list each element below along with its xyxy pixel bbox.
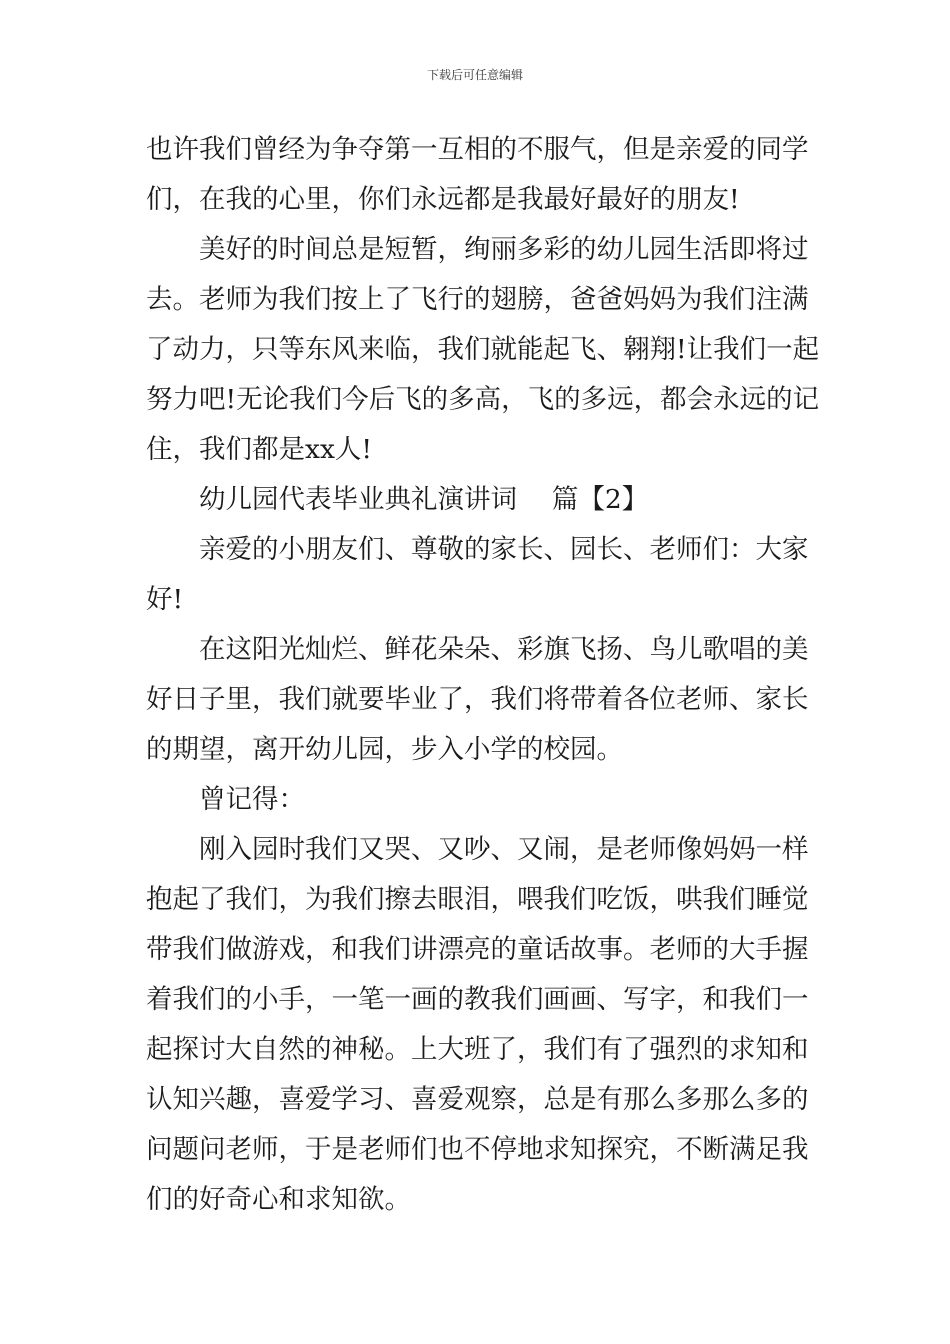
- text-line: 也许我们曾经为争夺第一互相的不服气，但是亲爱的同学: [146, 134, 809, 165]
- text-line: 努力吧!无论我们今后飞的多高，飞的多远，都会永远的记: [146, 384, 820, 415]
- text-line: 刚入园时我们又哭、又吵、又闹，是老师像妈妈一样: [199, 834, 809, 865]
- text-line: 带我们做游戏，和我们讲漂亮的童话故事。老师的大手握: [146, 934, 809, 965]
- text-line: 曾记得：: [199, 784, 305, 815]
- text-line: 认知兴趣，喜爱学习、喜爱观察，总是有那么多那么多的: [146, 1084, 809, 1115]
- text-line: 好!: [146, 584, 184, 615]
- text-line: 好日子里，我们就要毕业了，我们将带着各位老师、家长: [146, 684, 809, 715]
- header-note: 下载后可任意编辑: [426, 68, 523, 82]
- text-line: 去。老师为我们按上了飞行的翅膀，爸爸妈妈为我们注满: [146, 284, 809, 315]
- text-line: 住，我们都是xx人!: [146, 434, 373, 465]
- text-line: 们的好奇心和求知欲。: [146, 1184, 411, 1215]
- text-line: 起探讨大自然的神秘。上大班了，我们有了强烈的求知和: [146, 1034, 809, 1065]
- text-line: 们，在我的心里，你们永远都是我最好最好的朋友!: [146, 184, 740, 215]
- text-line: 了动力，只等东风来临，我们就能起飞、翱翔!让我们一起: [146, 334, 820, 365]
- text-line: 问题问老师，于是老师们也不停地求知探究，不断满足我: [146, 1134, 809, 1165]
- text-line: 美好的时间总是短暂，绚丽多彩的幼儿园生活即将过: [199, 234, 809, 265]
- text-line: 抱起了我们，为我们擦去眼泪，喂我们吃饭，哄我们睡觉: [146, 884, 809, 915]
- document-body: [146, 125, 820, 1225]
- text-line: 在这阳光灿烂、鲜花朵朵、彩旗飞扬、鸟儿歌唱的美: [199, 634, 809, 665]
- text-line: 着我们的小手，一笔一画的教我们画画、写字，和我们一: [146, 984, 809, 1015]
- text-line: 亲爱的小朋友们、尊敬的家长、园长、老师们：大家: [199, 534, 809, 565]
- text-line: 的期望，离开幼儿园，步入小学的校园。: [146, 734, 623, 765]
- section-heading: 幼儿园代表毕业典礼演讲词 篇【2】: [199, 484, 649, 515]
